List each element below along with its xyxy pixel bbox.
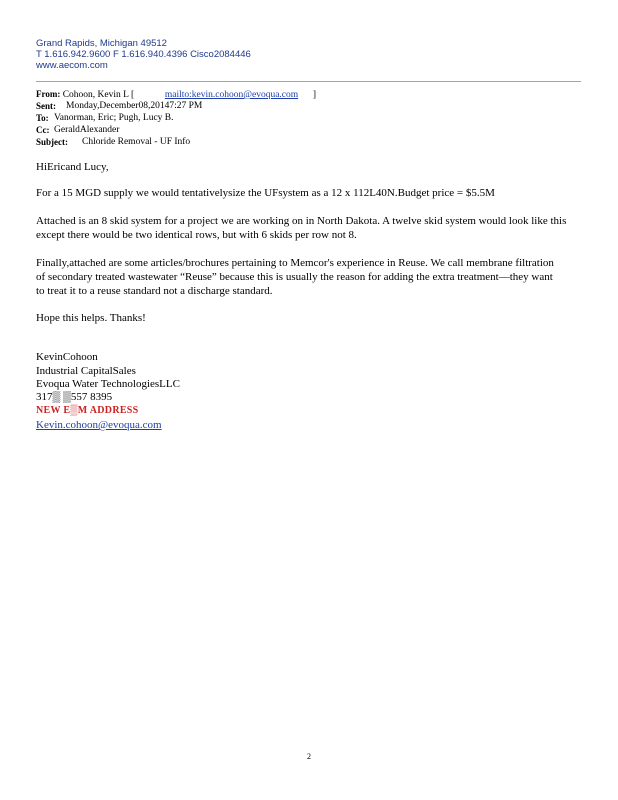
- subject-value: Chloride Removal - UF Info: [82, 137, 191, 147]
- letterhead-phones: T 1.616.942.9600 F 1.616.940.4396 Cisco2084446: [36, 49, 251, 60]
- paragraph-reuse-line1: Finally,attached are some articles/brochures pertaining to Memcor's experience in Reuse. We call membrane filtration: [36, 257, 554, 269]
- signature-new-address: NEW E▒M ADDRESS: [36, 405, 139, 416]
- signature-phone: 317▒ ▒557 8395: [36, 391, 113, 403]
- from-name: Cohoon, Kevin L [: [62, 90, 135, 100]
- paragraph-reuse-line2: of secondary treated wastewater “Reuse” because this is usually the reason for adding the extra treatment—they want: [36, 271, 553, 283]
- page-number: 2: [307, 752, 311, 761]
- sent-value: Monday,December08,20147:27 PM: [66, 101, 203, 111]
- from-close-bracket: ]: [312, 90, 317, 100]
- letterhead-website[interactable]: www.aecom.com: [36, 60, 108, 71]
- closing: Hope this helps. Thanks!: [36, 312, 146, 324]
- to-label: To:: [36, 113, 49, 123]
- letterhead-address: Grand Rapids, Michigan 49512: [36, 38, 167, 49]
- cc-value: GeraldAlexander: [54, 125, 120, 135]
- letterhead-divider: [36, 81, 581, 82]
- signature-title: Industrial CapitalSales: [36, 365, 136, 377]
- paragraph-skid-line2: except there would be two identical rows, but with 6 skids per row not 8.: [36, 229, 357, 241]
- greeting: HiEricand Lucy,: [36, 161, 109, 173]
- from-label: From:: [36, 89, 61, 99]
- subject-label: Subject:: [36, 137, 68, 147]
- sent-label: Sent:: [36, 101, 56, 111]
- signature-company: Evoqua Water TechnologiesLLC: [36, 378, 180, 390]
- paragraph-skid-line1: Attached is an 8 skid system for a project we are working on in North Dakota. A twelve skid system would look like this: [36, 215, 567, 227]
- signature-name: KevinCohoon: [36, 351, 98, 363]
- cc-label: Cc:: [36, 125, 50, 135]
- from-email-link[interactable]: mailto:kevin.cohoon@evoqua.com: [164, 90, 299, 100]
- paragraph-budget: For a 15 MGD supply we would tentativelysize the UFsystem as a 12 x 112L40N.Budget price = $5.5M: [36, 187, 495, 199]
- to-value: Vanorman, Eric; Pugh, Lucy B.: [54, 113, 174, 123]
- from-row: [36, 89, 316, 100]
- paragraph-reuse-line3: to treat it to a reuse standard not a discharge standard.: [36, 285, 273, 297]
- signature-email-link[interactable]: Kevin.cohoon@evoqua.com: [36, 419, 162, 431]
